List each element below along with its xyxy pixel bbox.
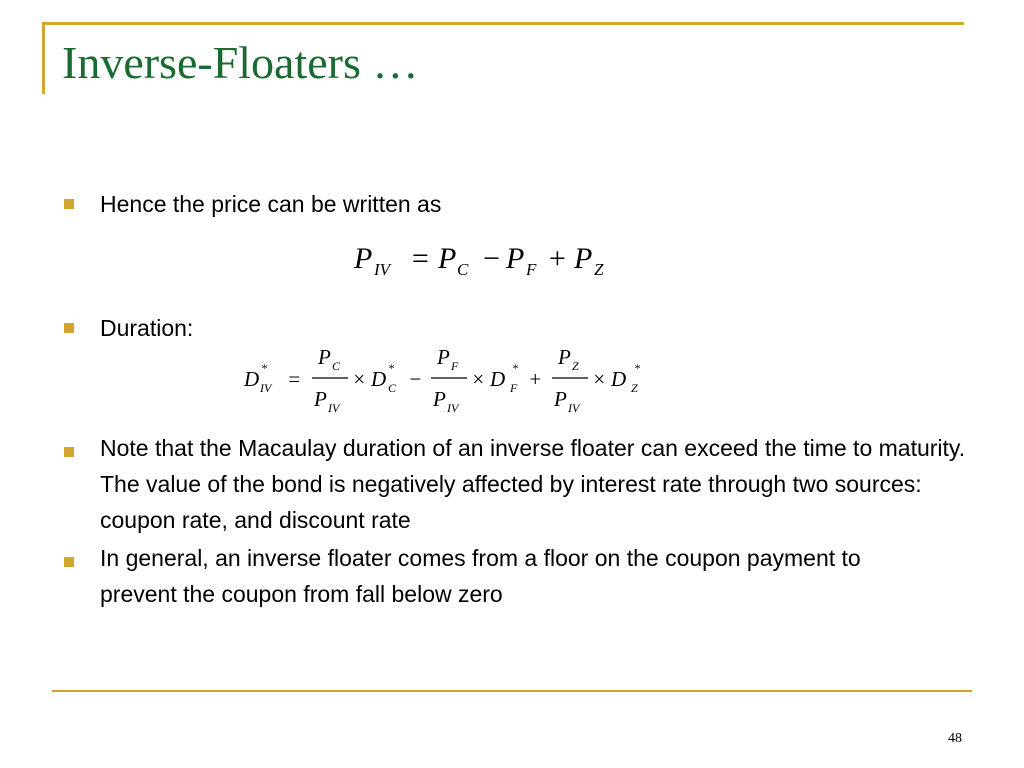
price-equation [350, 236, 620, 282]
bullet-text-1: Hence the price can be written as [100, 191, 442, 217]
dur-eq-den-3: P [554, 387, 567, 411]
dur-eq-d-2-star: * [512, 361, 518, 375]
bullet-text-2: Duration: [100, 315, 194, 341]
dur-eq-num-1-sub: C [332, 359, 341, 373]
bullet-marker-3 [64, 447, 74, 457]
bullet-marker-2 [64, 323, 74, 333]
slide-title: Inverse-Floaters … [62, 37, 419, 88]
frame-top-rule [42, 22, 964, 25]
dur-eq-op-3: + [528, 367, 543, 391]
dur-eq-den-2: P [433, 387, 446, 411]
price-eq-term-2: P [506, 242, 525, 275]
duration-equation [238, 344, 658, 420]
dur-eq-d-2-sub: F [510, 381, 518, 395]
price-eq-term-1: P [438, 242, 457, 275]
dur-eq-lhs: D [244, 367, 260, 391]
dur-eq-d-3-star: * [634, 361, 640, 375]
price-eq-op-2: − [481, 242, 502, 275]
dur-eq-num-3-sub: Z [572, 359, 579, 373]
dur-eq-num-2-sub: F [451, 359, 459, 373]
dur-eq-lhs-sub: IV [260, 381, 272, 395]
bullet-marker-1 [64, 199, 74, 209]
price-eq-term-1-sub: C [457, 260, 469, 279]
dur-eq-op-1: = [287, 367, 302, 391]
dur-eq-d-3-sub: Z [631, 381, 638, 395]
dur-eq-d-1: D [371, 367, 387, 391]
price-eq-term-3: P [574, 242, 593, 275]
bullet-marker-4 [64, 557, 74, 567]
price-eq-term-2-sub: F [526, 260, 537, 279]
dur-eq-den-1-sub: IV [328, 401, 340, 415]
dur-eq-den-3-sub: IV [568, 401, 580, 415]
dur-eq-num-2: P [437, 345, 450, 369]
price-eq-lhs-sub: IV [374, 260, 391, 279]
dur-eq-op-2: − [408, 367, 423, 391]
frame-left-rule [42, 22, 45, 94]
price-eq-op-3: + [547, 242, 568, 275]
dur-eq-d-1-sub: C [388, 381, 397, 395]
bullet-text-4: In general, an inverse floater comes from a floor on the coupon payment to prevent the coupon from fall below zero [100, 545, 861, 607]
dur-eq-num-3: P [558, 345, 571, 369]
dur-eq-den-1: P [314, 387, 327, 411]
price-eq-op-1: = [410, 242, 431, 275]
dur-eq-den-2-sub: IV [447, 401, 459, 415]
price-eq-term-3-sub: Z [594, 260, 604, 279]
dur-eq-num-1: P [318, 345, 331, 369]
dur-eq-times-3: × [592, 367, 607, 391]
price-eq-lhs: P [354, 242, 373, 275]
footer-rule [52, 690, 972, 692]
dur-eq-times-1: × [352, 367, 367, 391]
dur-eq-times-2: × [471, 367, 486, 391]
dur-eq-d-1-star: * [388, 361, 394, 375]
page-number: 48 [948, 731, 962, 746]
dur-eq-lhs-star: * [261, 361, 267, 375]
dur-eq-d-3: D [611, 367, 627, 391]
dur-eq-d-2: D [490, 367, 506, 391]
bullet-text-3: Note that the Macaulay duration of an inverse floater can exceed the time to maturity. The value of the bond is negatively affected by interest rate through two sources: coupon rate, and discount rate [100, 435, 966, 533]
